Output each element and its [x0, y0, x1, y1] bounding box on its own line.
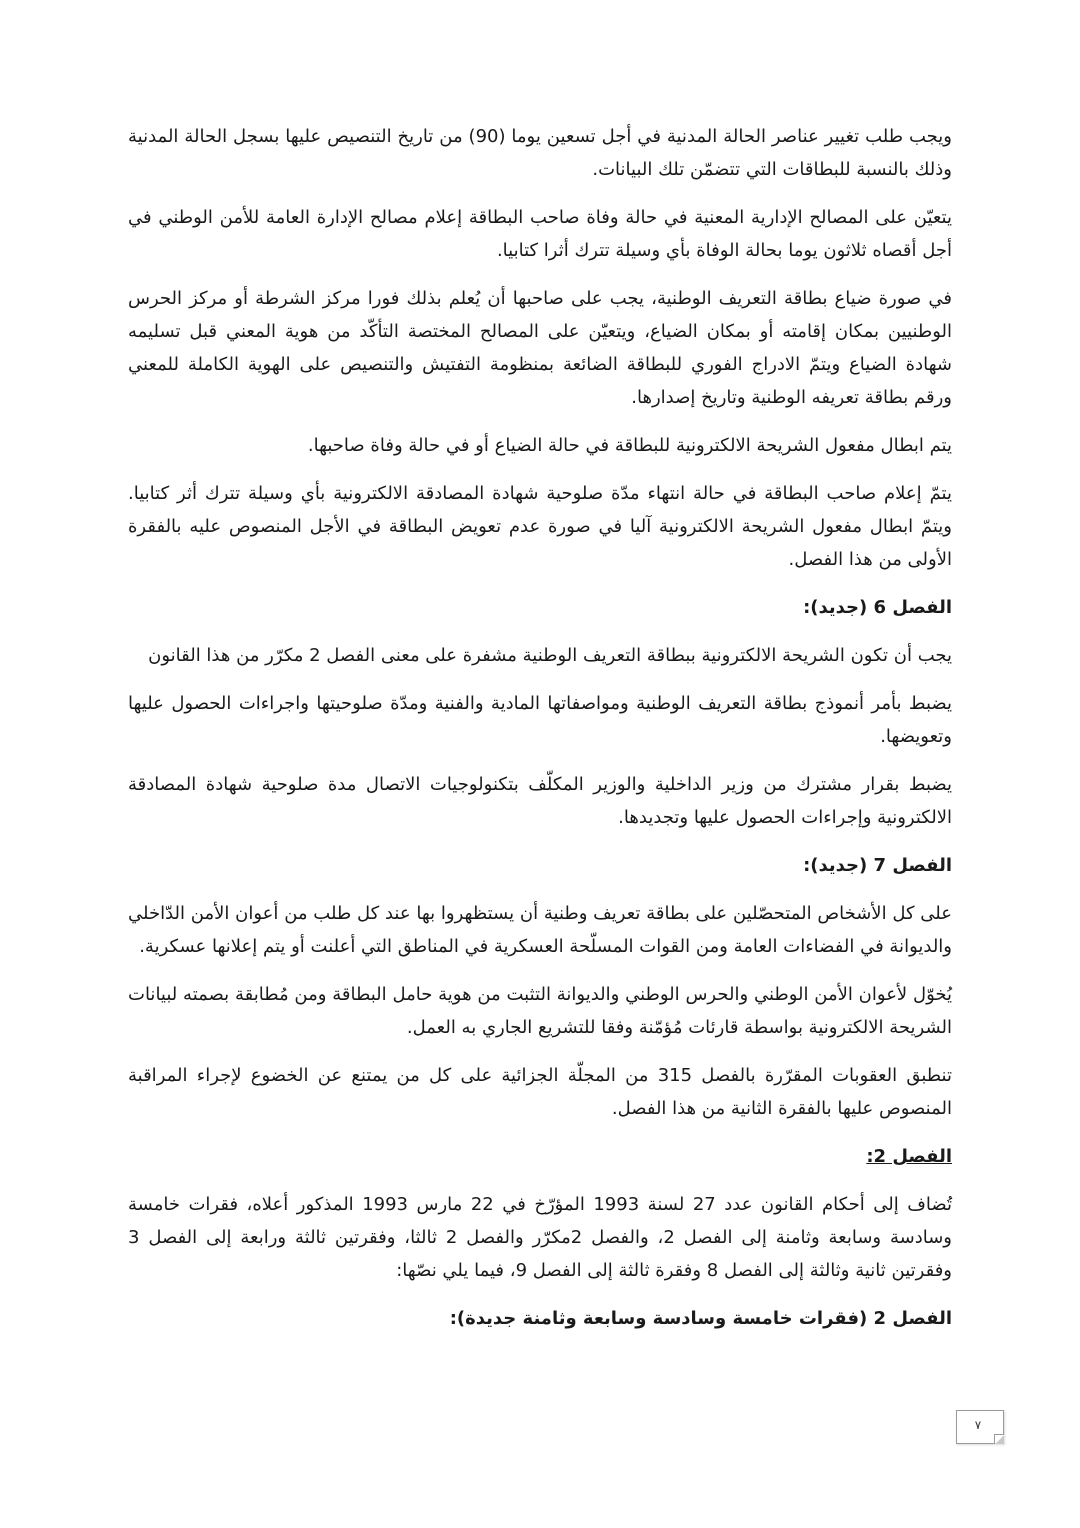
paragraph: يتمّ إعلام صاحب البطاقة في حالة انتهاء مدّة صلوحية شهادة المصادقة الالكترونية بأي وسيلة تترك أثر كتابيا. ويتمّ ابطال مفعول الشريحة الالكترونية آليا في صورة عدم تعويض البطاقة في الأجل المنصوص عليه بالفقرة الأولى من هذا الفصل. — [128, 483, 952, 570]
article-heading — [128, 1140, 952, 1173]
paragraph: يُخوّل لأعوان الأمن الوطني والحرس الوطني والديوانة التثبت من هوية حامل البطاقة ومن مُطابقة بصمته لبيانات الشريحة الالكترونية بواسطة قارئات مُؤمّنة وفقا للتشريع الجاري به العمل. — [128, 984, 952, 1038]
paragraph: على كل الأشخاص المتحصّلين على بطاقة تعريف وطنية أن يستظهروا بها عند كل طلب من أعوان الأمن الدّاخلي والديوانة في الفضاءات العامة ومن القوات المسلّحة العسكرية في المناطق التي أعلنت أو يتم إعلانها عسكرية. — [128, 903, 952, 957]
section-heading: الفصل 6 (جديد): — [803, 597, 952, 618]
paragraph: في صورة ضياع بطاقة التعريف الوطنية، يجب على صاحبها أن يُعلم بذلك فورا مركز الشرطة أو مركز الحرس الوطنيين بمكان إقامته أو بمكان الضياع، ويتعيّن على المصالح المختصة التأكّد من هوية المعني قبل تسليمه شهادة الضياع ويتمّ الادراج الفوري للبطاقة الضائعة بمنظومة التفتيش والتنصيص على الهوية الكاملة للمعني ورقم بطاقة تعريفه الوطنية وتاريخ إصدارها. — [128, 288, 952, 408]
paragraph: يتم ابطال مفعول الشريحة الالكترونية للبطاقة في حالة الضياع أو في حالة وفاة صاحبها. — [307, 435, 952, 456]
paragraph: يتعيّن على المصالح الإدارية المعنية في حالة وفاة صاحب البطاقة إعلام مصالح الإدارة العامة للأمن الوطني في أجل أقصاه ثلاثون يوما بحالة الوفاة بأي وسيلة تترك أثرا كتابيا. — [128, 207, 952, 261]
paragraph: تنطبق العقوبات المقرّرة بالفصل 315 من المجلّة الجزائية على كل من يمتنع عن الخضوع لإجراء المراقبة المنصوص عليها بالفقرة الثانية من هذا الفصل. — [128, 1065, 952, 1119]
article-heading-text: الفصل 2: — [866, 1146, 952, 1167]
paragraph: يضبط بقرار مشترك من وزير الداخلية والوزير المكلّف بتكنولوجيات الاتصال مدة صلوحية شهادة المصادقة الالكترونية وإجراءات الحصول عليها وتجديدها. — [128, 774, 952, 828]
paragraph: ويجب طلب تغيير عناصر الحالة المدنية في أجل تسعين يوما (90) من تاريخ التنصيص عليها بسجل الحالة المدنية وذلك بالنسبة للبطاقات التي تتضمّن تلك البيانات. — [128, 126, 952, 180]
section-heading: الفصل 2 (فقرات خامسة وسادسة وسابعة وثامنة جديدة): — [449, 1308, 952, 1329]
paragraph: يجب أن تكون الشريحة الالكترونية ببطاقة التعريف الوطنية مشفرة على معنى الفصل 2 مكرّر من هذا القانون — [148, 645, 952, 666]
paragraph: تُضاف إلى أحكام القانون عدد 27 لسنة 1993 المؤرّخ في 22 مارس 1993 المذكور أعلاه، فقرات خامسة وسادسة وسابعة وثامنة إلى الفصل 2، والفصل 2مكرّر والفصل 2 ثالثا، وفقرتين ثالثة ورابعة إلى الفصل 3 وفقرتين ثانية وثالثة إلى الفصل 8 وفقرة ثالثة إلى الفصل 9، فيما يلي نصّها: — [128, 1194, 953, 1281]
page-number-box — [956, 1410, 1004, 1444]
section-heading: الفصل 7 (جديد): — [803, 855, 952, 876]
paragraph: يضبط بأمر أنموذج بطاقة التعريف الوطنية ومواصفاتها المادية والفنية ومدّة صلوحيتها واجراءات الحصول عليها وتعويضها. — [128, 693, 952, 747]
document-body — [128, 120, 952, 1350]
page-number: ٧ — [974, 1418, 982, 1432]
